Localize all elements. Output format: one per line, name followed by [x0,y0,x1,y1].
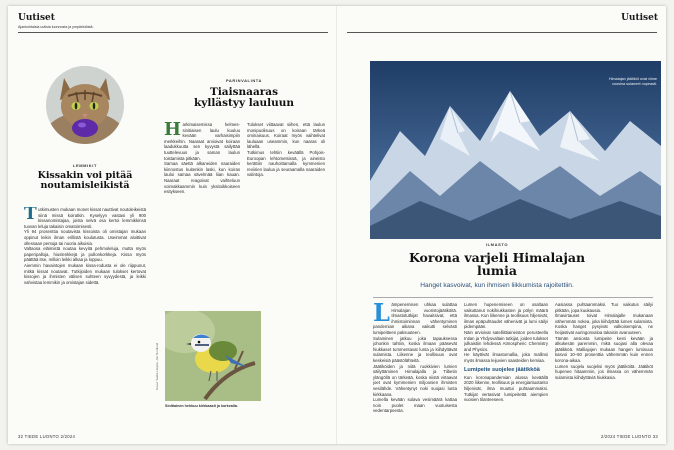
himalaya-photo [370,61,661,239]
bird-photo [165,311,261,401]
story2-paragraph: Samaa säettä alkaneiden naaraiden kiinnostus kuitenkin laski, kun koiras lauloi samaa sävelmää liian kauan. Naaraat reagoivat vaihteluun voimakkaammin kuin yksitoikkoiseen esitykseen. [164,161,240,195]
section-title: Uutiset [621,13,658,23]
left-page [8,6,337,444]
lead-rule [373,297,653,298]
story2-paragraph: arkimaisemissa helmes-sinitiaisen laulu kuuluu kevään varhaisimpiin merkkeihin. Naaraat arvioivat koiraan laadukkuutta sen kyvystä säilyttää tuuttelevuus ja saman laulun toistamista pitkään. [164,122,240,161]
story-body-col1 [373,302,457,426]
section-subtitle: Ajankohtaisia uutisia luonnosta ja ympäristöstä. [18,25,94,29]
story-paragraph: Jäätiköiden ja niitä ruokkivien lumien säilyttäminen Himalajalla ja Tiibetin ylängöllä on tärkeää, koska niistä virtaavat joet ovat kymmenien miljoonien ihmisten vesilähde. Vähentynyt noki suojasi lunta kirkkaana. [373,363,457,397]
story-paragraph: Aasiassa puhtaammaksi. Tuo vaikutus säilyi pitkään, jopa kuukausia. [555,302,653,313]
story-paragraph: Tämän ansiosta lumipeite kesti kevään ja alkukesän paremmin, mikä suojasi alla olevaa jäätikköä. Malliajojen mukaan hangen lumisuus kasvoi 10–50 prosenttia vähemmän kuin ennen korona-aikaa. [555,335,653,363]
story2-kicker: PARINVALINTA [225,78,263,83]
story1-headline: Kissakin voi pitää noutamisleikistä [37,170,133,191]
story-paragraph: ämpenemisen uhkaa sulattaa Himalajan vuoristojäätiköitä. Ilmastotutkijat havaitsivat, että ihmistoiminnan vähentyminen pandemian aikana vaikutti selvästi lumipeitteen paksuuteen. [373,302,457,335]
story-dropcap: L [373,302,390,327]
story1-body [24,207,146,417]
story-paragraph: Lumen suojelu suojelisi myös jäätiköitä. Jäätiköt hupenee hitaammin, jos ilmassa on vähemmän sulamista kiihdyttäviä hiukkasia. [555,363,653,380]
story-paragraph: Sulaminen jatkuu joka tapauksessa johonkin tahtiin, koska ilmaan pääsevät hiukkaset tummentavat lunta ja kiihdyttävät sulamista. Liikenne ja teollisuus ovat keskeisiä päästölähteitä. [373,335,457,363]
story-subheading: Lumipeite suojelee jäätikköä [464,366,540,373]
story-kicker: ILMASTO [485,242,509,247]
photo-credit: Kuvat: Sakke Heijola, Jari Nordlund [155,342,159,390]
story1-dropcap: T [24,207,37,224]
story2-headline: Tiaisnaaras kyllästyy lauluun [193,86,295,110]
story-paragraph: Ilmavirtauset toivat Himalajalle mukanaan vähemmän nokea, joka kiihdyttää lumen sulamista. Koska hanget pysyivät valkoisempina, ne heijastivat auringonvaloa takaisin avaruuteen. [555,313,653,335]
blue-tit-illustration [165,311,261,401]
photo-caption: Himalajan jäätiköt ovat viime vuosina sulaneet nopeasti. [608,77,657,86]
right-folio: 2/2024 TIEDE LUONTO 33 [600,434,658,439]
story1-paragraph: Valtaosa eläimistä noutaa kevyitä pehmoleluja, mutta myös paperipalloja, hiuslenkkejä ja pullonkorkkeja. Kissa myös päättää itse, milloin leikki alkaa ja loppuu. [24,246,146,263]
story-body-col2 [464,302,548,426]
header-rule [18,32,328,33]
story1-paragraph: Yli 94 prosenttia noutavista kissoista oli omistajan mukaan oppinut leikin ilman erillistä koulutusta. Useimmat aloittivat ollessaan pentuja tai nuoria aikuisia. [24,229,146,246]
story-paragraph: He käyttivät ilmastomallia, joka mallinsi myös ilmassa leijuvien saasteiden kemiaa. [464,352,548,363]
story1-kicker: LEMMIKIT [72,163,98,168]
story2-paragraph: Tulokset viittaavat siihen, että laulun monipuolisuus on koiraan tärkeä ominaisuus. Koiraat myös vaihtelivat lauluaan useammin, kun naaras oli lähellä. [247,122,325,150]
story2-body-col1 [164,122,240,306]
magazine-spread [8,6,666,444]
story1-paragraph: utkimusten mukaan monet kissat nauttivat noutoleikeistä siinä missä koiratkin. Kyselyyn vastasi yli 900 kissanomistajaa, joista selvä osa kertoi lemmikkinsä tuovan leluja takaisin omatoimisesti. [24,207,146,229]
story-paragraph: Näin arvioivat satelliittiaineiston perusteella Intian ja Yhdysvaltain tutkijat, joiden tulokset julkaistiin lehdessä Atmospheric Chemistry and Physics. [464,329,548,352]
story2-dropcap: H [164,122,182,140]
cat-illustration [46,66,124,144]
story-lead: Hanget kasvoivat, kun ihmisen liikkumista rajoitettiin. [420,282,574,289]
story-body-col3 [555,302,653,426]
story-paragraph: Lumen hupenemiseen on osaltaan vaikuttanut nokihiukkasten ja pölyn määrä ilmassa. Kun liikenne ja teollisuus hiljenivät, ilman epäpuhtaudet vähenivät ja lumi säilyi pidempään. [464,302,548,330]
story2-paragraph: Tutkimus tehtiin keväällä Pohjois-Euroopan lehtometsissä, ja aineisto kerättiin nauhoittamalla kymmenien reviirien laulua ja seuraamalla naaraiden valintoja. [247,149,325,178]
right-page [337,6,666,444]
story1-paragraph: Aiemmin havaintojen mukaan kissa-rodusta ei ole riippunut, mitkä kissat noutavat. Tutkijoiden mukaan tulokset kertovat kissojen ja ihmisten välisen suhteen syvyydestä, ja leikki vahvistaa lemmikin ja omistajan sidettä. [24,262,146,285]
story-headline: Korona varjeli Himalajan lumia [408,250,586,279]
section-title: Uutiset [18,13,55,23]
mountain-illustration [370,61,661,239]
bird-caption: Sinitiainen hehkuu kirkkaasti ja korkealla. [165,404,238,408]
story-paragraph: Kun koronapandemian alussa keväällä 2020 liikenne, teollisuus ja energiantuotanto hiljenivät, ilma muuttui puhtaammaksi. Tutkijat vertasivat lumipeitettä aiempien vuosien tilanteeseen. [464,374,548,403]
header-rule [347,32,657,33]
cat-photo [46,66,124,144]
left-folio: 32 TIEDE LUONTO 2/2024 [18,434,76,439]
story-paragraph: Lumella kevään sulava vesimäärä kattaa noin puolet maan vuotuisesta vedentarpeesta. [373,397,457,414]
